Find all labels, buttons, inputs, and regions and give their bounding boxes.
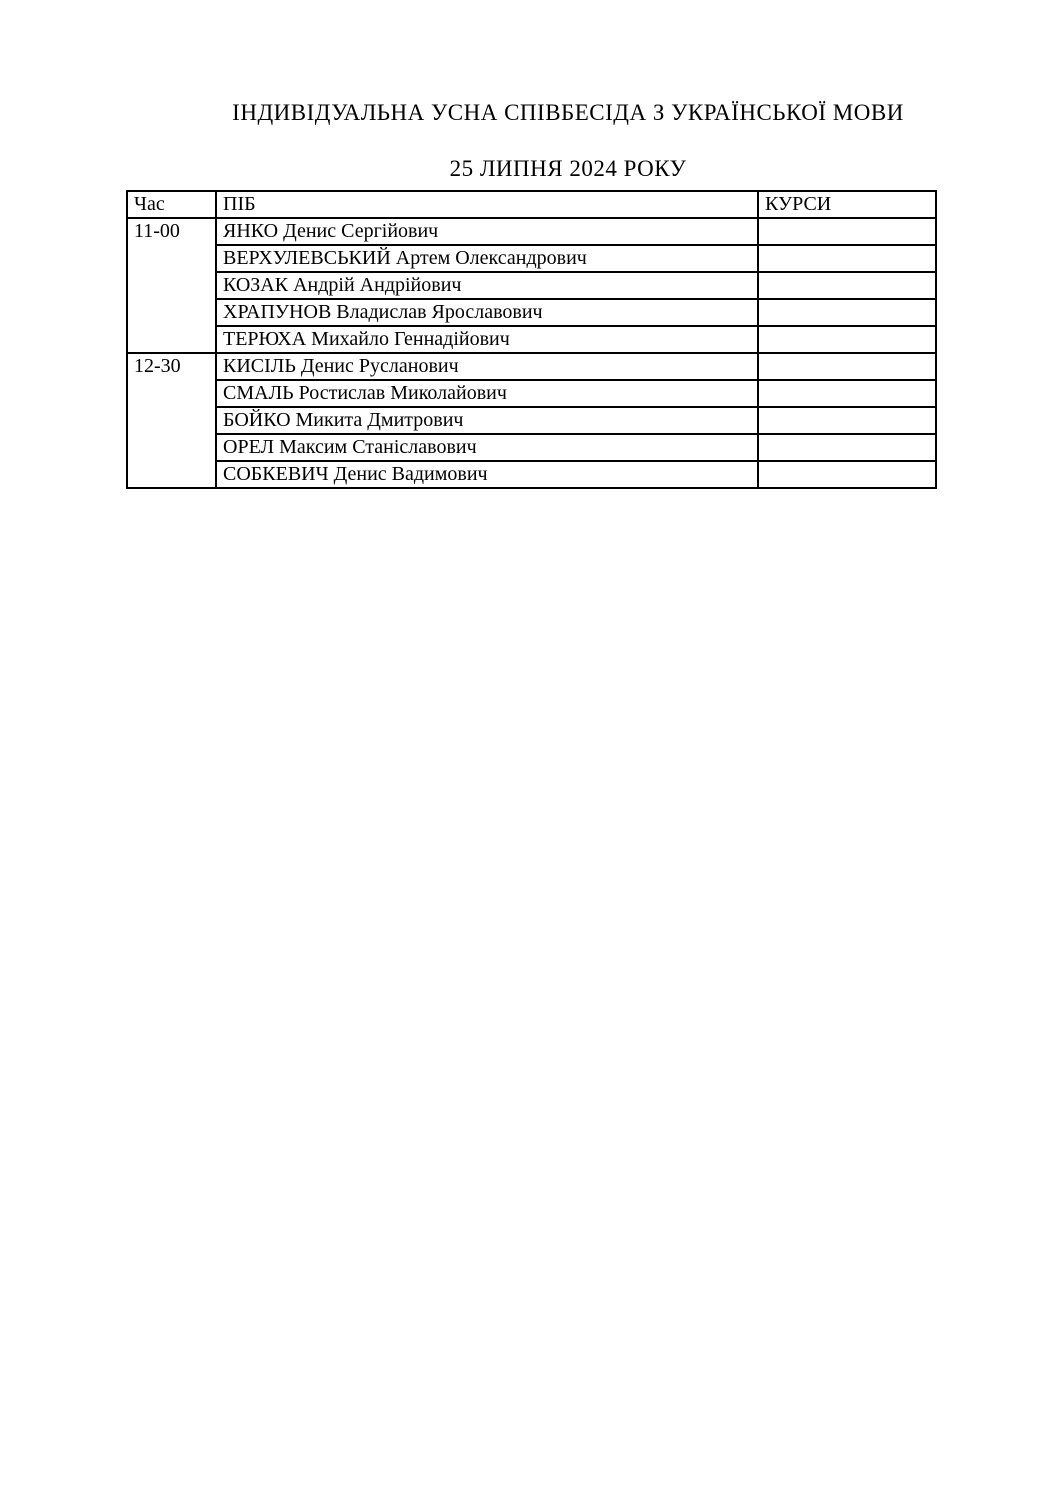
time-cell: 12-30 (127, 353, 216, 488)
schedule-table (126, 190, 937, 489)
table-row (127, 353, 936, 380)
name-cell: ЯНКО Денис Сергійович (216, 218, 758, 245)
name-cell: ХРАПУНОВ Владислав Ярославович (216, 299, 758, 326)
name-cell: КОЗАК Андрій Андрійович (216, 272, 758, 299)
table-row (127, 218, 936, 245)
kursy-cell (758, 353, 936, 380)
document-date: 25 ЛИПНЯ 2024 РОКУ (449, 156, 687, 181)
table-row (127, 380, 936, 407)
table-row (127, 461, 936, 488)
kursy-cell (758, 326, 936, 353)
table-row (127, 326, 936, 353)
header-kursy: КУРСИ (758, 191, 936, 218)
kursy-cell (758, 407, 936, 434)
table-row (127, 434, 936, 461)
header-name: ПІБ (216, 191, 758, 218)
table-row (127, 245, 936, 272)
table-row (127, 407, 936, 434)
name-cell: БОЙКО Микита Дмитрович (216, 407, 758, 434)
table-header-row (127, 191, 936, 218)
kursy-cell (758, 272, 936, 299)
kursy-cell (758, 461, 936, 488)
time-cell: 11-00 (127, 218, 216, 353)
kursy-cell (758, 299, 936, 326)
name-cell: СОБКЕВИЧ Денис Вадимович (216, 461, 758, 488)
name-cell: ТЕРЮХА Михайло Геннадійович (216, 326, 758, 353)
table-row (127, 299, 936, 326)
header-time: Час (127, 191, 216, 218)
table-body (127, 218, 936, 488)
name-cell: КИСІЛЬ Денис Русланович (216, 353, 758, 380)
kursy-cell (758, 245, 936, 272)
table-row (127, 272, 936, 299)
name-cell: ВЕРХУЛЕВСЬКИЙ Артем Олександрович (216, 245, 758, 272)
name-cell: ОРЕЛ Максим Станіславович (216, 434, 758, 461)
document-title: ІНДИВІДУАЛЬНА УСНА СПІВБЕСІДА З УКРАЇНСЬКОЇ МОВИ (232, 100, 904, 125)
kursy-cell (758, 218, 936, 245)
kursy-cell (758, 380, 936, 407)
name-cell: СМАЛЬ Ростислав Миколайович (216, 380, 758, 407)
kursy-cell (758, 434, 936, 461)
